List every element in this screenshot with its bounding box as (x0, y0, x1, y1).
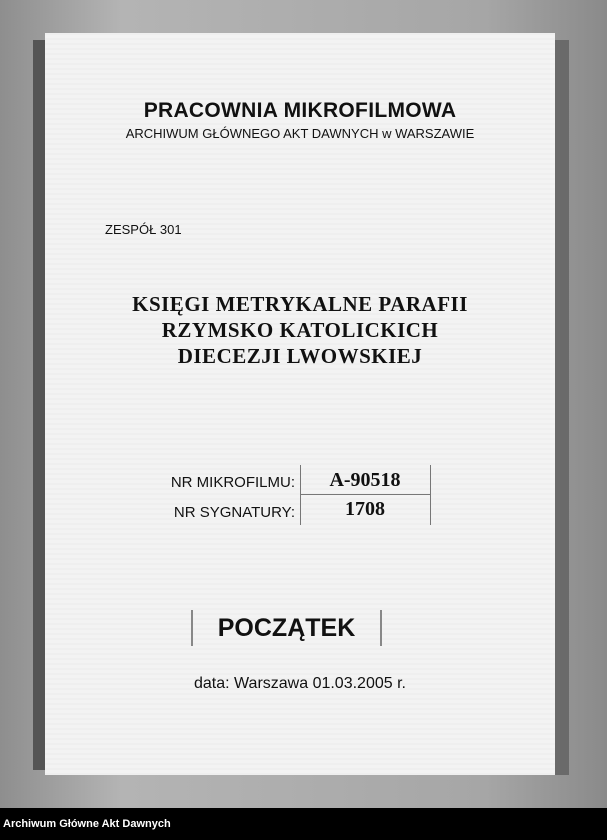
microfilm-label: NR MIKROFILMU: (170, 474, 295, 491)
title-line: KSIĘGI METRYKALNE PARAFII (132, 292, 468, 316)
heading: PRACOWNIA MIKROFILMOWA (143, 99, 457, 122)
document-title (45, 291, 555, 369)
page-edge-shadow (553, 40, 569, 775)
signature-label: NR SYGNATURY: (173, 504, 295, 521)
title-line: RZYMSKO KATOLICKICH (161, 318, 439, 342)
archive-credit: Archiwum Główne Akt Dawnych (0, 808, 607, 840)
fonds-number: ZESPÓŁ 301 (105, 222, 182, 237)
signature-value: 1708 (345, 498, 385, 520)
date-line: data: Warszawa 01.03.2005 r. (194, 675, 406, 692)
subheading: ARCHIWUM GŁÓWNEGO AKT DAWNYCH w WARSZAWIE (125, 126, 475, 141)
table-divider (301, 494, 430, 495)
table-border (430, 465, 431, 525)
start-stamp: POCZĄTEK (191, 610, 382, 646)
table-border (300, 465, 301, 525)
microfilm-value: A-90518 (329, 469, 401, 491)
title-line: DIECEZJI LWOWSKIEJ (177, 344, 423, 368)
document-page (45, 33, 555, 775)
